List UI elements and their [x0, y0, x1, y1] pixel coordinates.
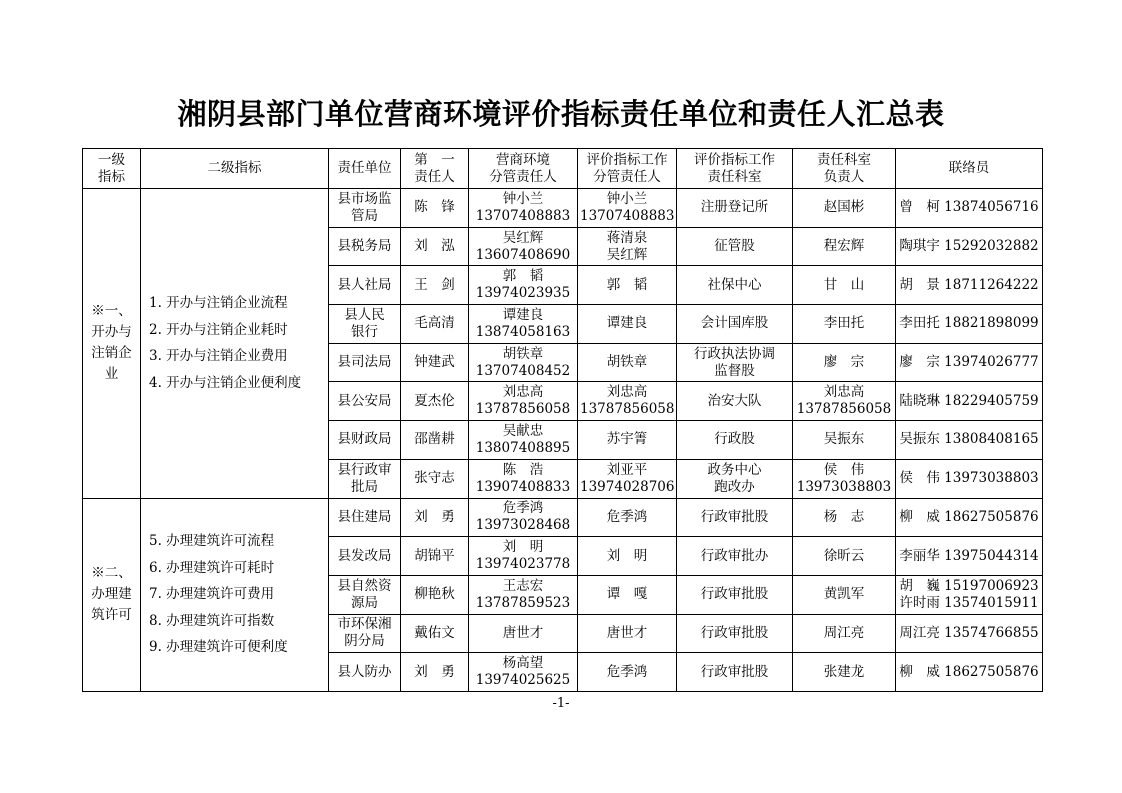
eval-person-cell: 蒋清泉 吴红辉: [578, 227, 677, 266]
unit-cell: 县人防办: [329, 653, 401, 692]
biz-env-person-cell: 吴红辉 13607408690: [469, 227, 578, 266]
header-unit: 责任单位: [329, 149, 401, 189]
unit-cell: 县司法局: [329, 343, 401, 382]
biz-env-person-cell: 刘 明 13974023778: [469, 537, 578, 576]
unit-cell: 县行政审 批局: [329, 459, 401, 498]
eval-dept-cell: 政务中心 跑改办: [677, 459, 793, 498]
page-number: -1-: [552, 696, 570, 711]
header-dept-head: 责任科室 负责人: [793, 149, 896, 189]
dept-head-cell: 程宏辉: [793, 227, 896, 266]
contact-cell: 胡 巍 15197006923 许时雨 13574015911: [896, 575, 1043, 614]
contact-cell: 陆晓琳 18229405759: [896, 382, 1043, 421]
contact-cell: 侯 伟 13973038803: [896, 459, 1043, 498]
first-person-cell: 刘 泓: [401, 227, 469, 266]
dept-head-cell: 张建龙: [793, 653, 896, 692]
unit-cell: 市环保湘 阴分局: [329, 614, 401, 653]
dept-head-cell: 吴振东: [793, 421, 896, 460]
dept-head-cell: 李田托: [793, 305, 896, 344]
contact-cell: 吴振东 13808408165: [896, 421, 1043, 460]
first-person-cell: 刘 勇: [401, 653, 469, 692]
table-row: [83, 189, 1043, 228]
contact-cell: 李丽华 13975044314: [896, 537, 1043, 576]
eval-dept-cell: 会计国库股: [677, 305, 793, 344]
dept-head-cell: 周江亮: [793, 614, 896, 653]
header-first-person: 第 一 责任人: [401, 149, 469, 189]
first-person-cell: 刘 勇: [401, 498, 469, 537]
eval-person-cell: 郭 韬: [578, 266, 677, 305]
eval-person-cell: 危季鸿: [578, 653, 677, 692]
header-biz-env-person: 营商环境 分管责任人: [469, 149, 578, 189]
header-row: [83, 149, 1043, 189]
header-level1: 一级 指标: [83, 149, 141, 189]
dept-head-cell: 徐昕云: [793, 537, 896, 576]
first-person-cell: 胡锦平: [401, 537, 469, 576]
header-eval-person: 评价指标工作 分管责任人: [578, 149, 677, 189]
eval-person-cell: 钟小兰 13707408883: [578, 189, 677, 228]
eval-person-cell: 谭建良: [578, 305, 677, 344]
first-person-cell: 陈 锋: [401, 189, 469, 228]
unit-cell: 县发改局: [329, 537, 401, 576]
eval-person-cell: 胡铁章: [578, 343, 677, 382]
level1-indicator-cell: ※一、 开办与 注销企 业: [83, 189, 141, 499]
unit-cell: 县人民 银行: [329, 305, 401, 344]
eval-dept-cell: 社保中心: [677, 266, 793, 305]
biz-env-person-cell: 吴献忠 13807408895: [469, 421, 578, 460]
dept-head-cell: 侯 伟 13973038803: [793, 459, 896, 498]
header-eval-dept: 评价指标工作 责任科室: [677, 149, 793, 189]
dept-head-cell: 杨 志: [793, 498, 896, 537]
dept-head-cell: 刘忠高 13787856058: [793, 382, 896, 421]
biz-env-person-cell: 杨高望 13974025625: [469, 653, 578, 692]
biz-env-person-cell: 钟小兰 13707408883: [469, 189, 578, 228]
contact-cell: 陶琪宇 15292032882: [896, 227, 1043, 266]
level1-indicator-cell: ※二、 办理建 筑许可: [83, 498, 141, 691]
eval-dept-cell: 行政审批股: [677, 575, 793, 614]
eval-dept-cell: 行政股: [677, 421, 793, 460]
unit-cell: 县税务局: [329, 227, 401, 266]
summary-table: [82, 148, 1043, 692]
eval-dept-cell: 治安大队: [677, 382, 793, 421]
eval-person-cell: 刘 明: [578, 537, 677, 576]
dept-head-cell: 赵国彬: [793, 189, 896, 228]
contact-cell: 周江亮 13574766855: [896, 614, 1043, 653]
header-level2: 二级指标: [141, 149, 329, 189]
eval-person-cell: 危季鸿: [578, 498, 677, 537]
first-person-cell: 王 剑: [401, 266, 469, 305]
contact-cell: 柳 威 18627505876: [896, 653, 1043, 692]
eval-person-cell: 唐世才: [578, 614, 677, 653]
biz-env-person-cell: 谭建良 13874058163: [469, 305, 578, 344]
contact-cell: 李田托 18821898099: [896, 305, 1043, 344]
eval-dept-cell: 行政执法协调 监督股: [677, 343, 793, 382]
eval-dept-cell: 行政审批办: [677, 537, 793, 576]
level2-indicators-cell: 1. 开办与注销企业流程 2. 开办与注销企业耗时 3. 开办与注销企业费用 4. 开办与注销企业便利度: [141, 189, 329, 499]
first-person-cell: 钟建武: [401, 343, 469, 382]
dept-head-cell: 甘 山: [793, 266, 896, 305]
contact-cell: 廖 宗 13974026777: [896, 343, 1043, 382]
biz-env-person-cell: 危季鸿 13973028468: [469, 498, 578, 537]
contact-cell: 曾 柯 13874056716: [896, 189, 1043, 228]
dept-head-cell: 廖 宗: [793, 343, 896, 382]
biz-env-person-cell: 陈 浩 13907408833: [469, 459, 578, 498]
unit-cell: 县公安局: [329, 382, 401, 421]
unit-cell: 县市场监 管局: [329, 189, 401, 228]
header-contact: 联络员: [896, 149, 1043, 189]
first-person-cell: 夏杰伦: [401, 382, 469, 421]
eval-person-cell: 苏宇箐: [578, 421, 677, 460]
eval-person-cell: 刘亚平 13974028706: [578, 459, 677, 498]
eval-person-cell: 谭 嘎: [578, 575, 677, 614]
contact-cell: 柳 威 18627505876: [896, 498, 1043, 537]
level2-indicators-cell: 5. 办理建筑许可流程 6. 办理建筑许可耗时 7. 办理建筑许可费用 8. 办理建筑许可指数 9. 办理建筑许可便利度: [141, 498, 329, 691]
first-person-cell: 戴佑文: [401, 614, 469, 653]
eval-dept-cell: 征管股: [677, 227, 793, 266]
unit-cell: 县自然资 源局: [329, 575, 401, 614]
dept-head-cell: 黄凯军: [793, 575, 896, 614]
eval-dept-cell: 注册登记所: [677, 189, 793, 228]
first-person-cell: 毛高清: [401, 305, 469, 344]
first-person-cell: 张守志: [401, 459, 469, 498]
first-person-cell: 柳艳秋: [401, 575, 469, 614]
biz-env-person-cell: 刘忠高 13787856058: [469, 382, 578, 421]
eval-dept-cell: 行政审批股: [677, 614, 793, 653]
biz-env-person-cell: 胡铁章 13707408452: [469, 343, 578, 382]
eval-dept-cell: 行政审批股: [677, 653, 793, 692]
biz-env-person-cell: 郭 韬 13974023935: [469, 266, 578, 305]
biz-env-person-cell: 唐世才: [469, 614, 578, 653]
contact-cell: 胡 景 18711264222: [896, 266, 1043, 305]
eval-dept-cell: 行政审批股: [677, 498, 793, 537]
document-title: 湘阴县部门单位营商环境评价指标责任单位和责任人汇总表: [177, 97, 945, 131]
first-person-cell: 邵凿耕: [401, 421, 469, 460]
eval-person-cell: 刘忠高 13787856058: [578, 382, 677, 421]
table-row: [83, 498, 1043, 537]
unit-cell: 县人社局: [329, 266, 401, 305]
unit-cell: 县财政局: [329, 421, 401, 460]
unit-cell: 县住建局: [329, 498, 401, 537]
biz-env-person-cell: 王志宏 13787859523: [469, 575, 578, 614]
